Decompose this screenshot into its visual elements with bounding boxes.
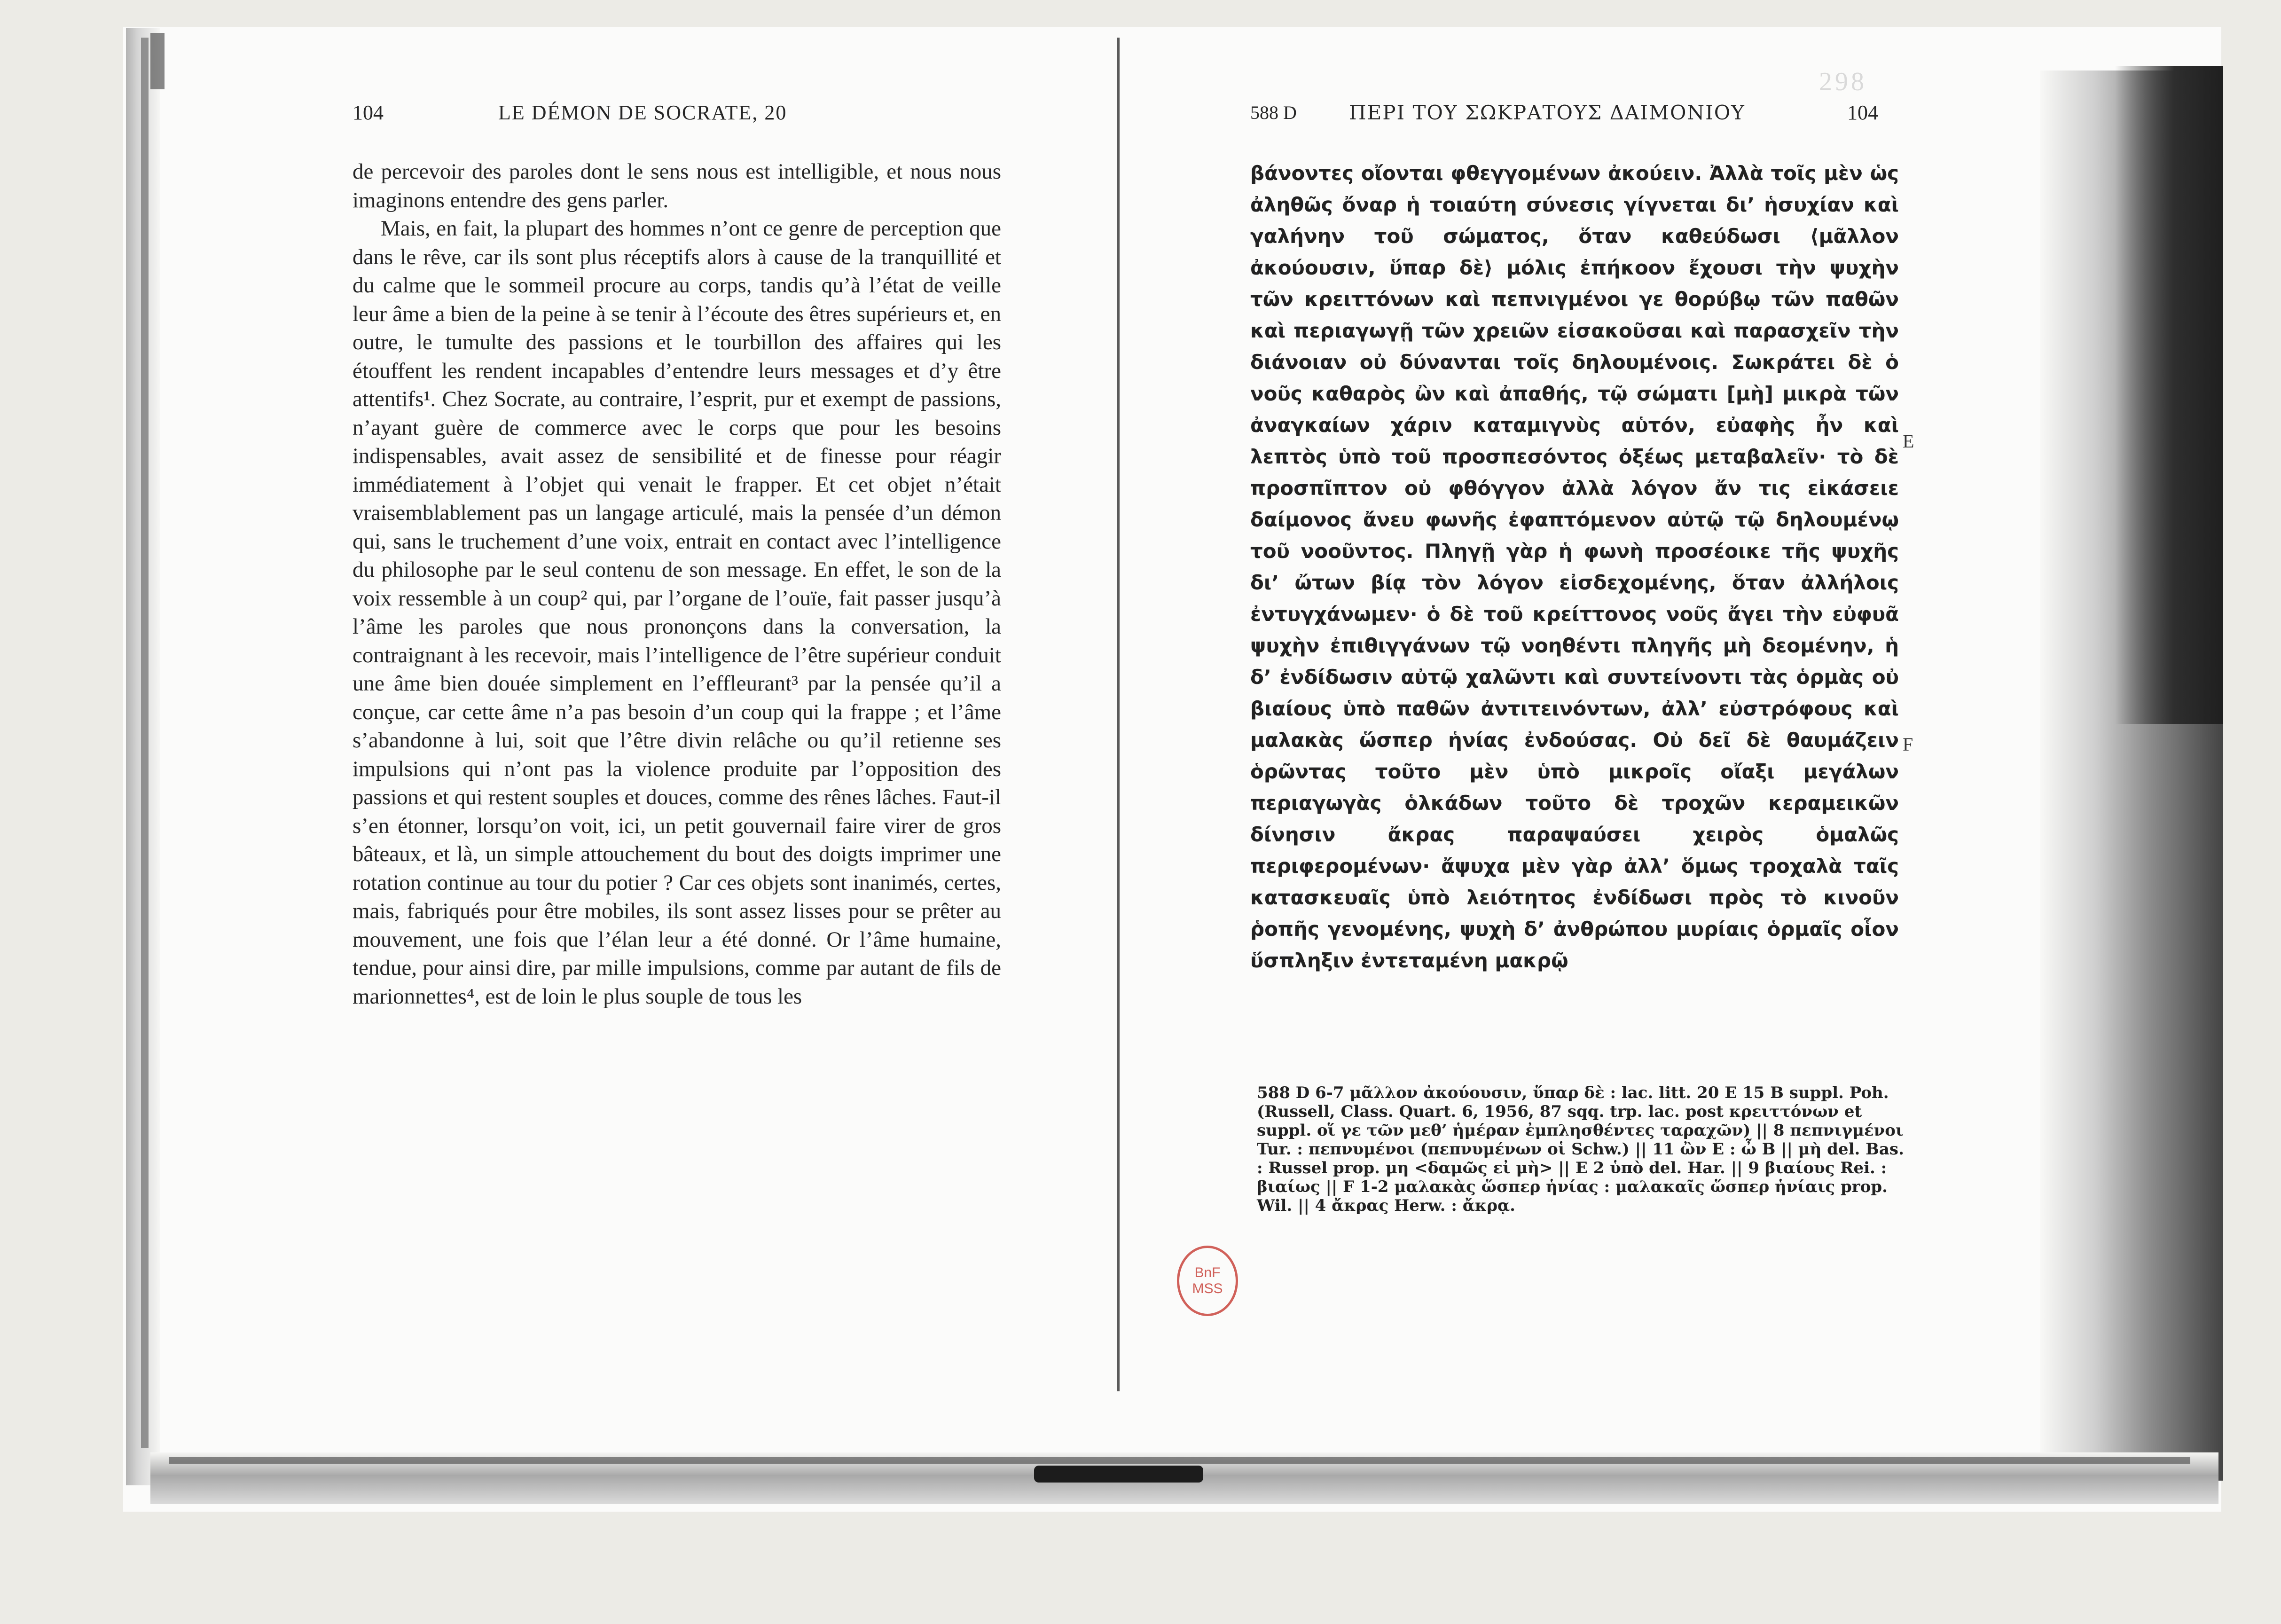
right-page-number: 104 bbox=[1847, 101, 1878, 124]
bottom-edge-line bbox=[169, 1457, 2190, 1464]
right-page-stack bbox=[2115, 66, 2223, 724]
scan-mark bbox=[150, 33, 165, 89]
section-reference: 588 D bbox=[1250, 102, 1297, 123]
paragraph: Mais, en fait, la plupart des hommes n’ont ce genre de perception que dans le rêve, car ils sont plus réceptifs alors à cause de la tranquillité et du calme que le sommeil procure au corps, tandis qu’à l’état de veille leur âme a bien de la peine à se tenir à l’écoute des êtres supérieurs et, en outre, le tumulte des passions et le tourbillon des affaires qui les étouffent les rendent incapables d’entendre leurs messages et d’y être attentifs¹. Chez Socrate, au contraire, l’esprit, pur et exempt de passions, n’ayant guère de commerce avec le corps que pour les besoins indispensables, avait assez de sensibilité et de finesse pour réagir immédiatement à l’objet qui venait le frapper. Et cet objet n’était vraisemblablement pas un langage articulé, mais la pensée d’un démon qui, sans le truchement d’une voix, entrait en contact avec l’intelligence du philosophe par le seul contenu de son message. En effet, le son de la voix ressemble à un coup² qui, par l’organe de l’ouïe, fait passer jusqu’à l’âme les paroles que nous prononçons dans la conversation, la contraignant à les recevoir, mais l’intelligence de l’être supérieur conduit une âme bien douée simplement en l’effleurant³ par la pensée qu’il a conçue, car cette âme n’a pas besoin d’un coup qui la frappe ; et l’âme s’abandonne à lui, soit que l’être divin relâche ou qu’il retienne ses impulsions qui n’ont pas la violence produite par l’opposition des passions et qui restent souples et douces, comme des rênes lâches. Faut-il s’en étonner, lorsqu’on voit, ici, un petit gouvernail faire virer de gros bâteaux, et là, un simple attouchement du bout des doigts imprimer une rotation continue au tour du potier ? Car ces objets sont inanimés, certes, mais, fabriqués pour être mobiles, ils sont assez lisses pour se prêter au mouvement, une fois que l’élan leur a été donné. Or l’âme humaine, tendue, pour ainsi dire, par mille impulsions, comme par autant de fils de marionnettes⁴, est de loin le plus souple de tous les bbox=[353, 216, 1001, 1009]
book-gutter bbox=[1117, 38, 1120, 1391]
right-page bbox=[1250, 99, 1899, 972]
right-page-header bbox=[1250, 99, 1899, 127]
greek-text: βάνοντες οἴονται φθεγγομένων ἀκούειν. Ἀλλὰ τοῖς μὲν ὡς ἀληθῶς ὄναρ ἡ τοιαύτη σύνεσις γίγνεται δι’ ἡσυχίαν καὶ γαλήνην τοῦ σώματος, ὅταν καθεύδωσι ⟨μᾶλλον ἀκούουσιν, ὕπαρ δὲ⟩ μόλις ἐπήκοον ἔχουσι τὴν ψυχὴν τῶν κρειττόνων καὶ πεπνιγμένοι γε θορύβῳ τῶν παθῶν καὶ περιαγωγῇ τῶν χρειῶν εἰσακοῦσαι καὶ παρασχεῖν τὴν διάνοιαν οὐ δύνανται τοῖς δηλουμένοις. Σωκράτει δὲ ὁ νοῦς καθαρὸς ὢν καὶ ἀπαθής, τῷ σώματι [μὴ] μικρὰ τῶν ἀναγκαίων χάριν καταμιγνὺς αὑτόν, εὐαφὴς ἦν καὶ λεπτὸς ὑπὸ τοῦ προσπεσόντος ὀξέως μεταβαλεῖν· τὸ δὲ προσπῖπτον οὐ φθόγγον ἀλλὰ λόγον ἄν τις εἰκάσειε δαίμονος ἄνευ φωνῆς ἐφαπτόμενον αὐτῷ τῷ δηλουμένῳ τοῦ νοοῦντος. Πληγῇ γὰρ ἡ φωνὴ προσέοικε τῆς ψυχῆς δι’ ὤτων βίᾳ τὸν λόγον εἰσδεχομένης, ὅταν ἀλλήλοις ἐντυγχάνωμεν· ὁ δὲ τοῦ κρείττονος νοῦς ἄγει τὴν εὐφυᾶ ψυχὴν ἐπιθιγγάνων τῷ νοηθέντι πληγῆς μὴ δεομένην, ἡ δ’ ἐνδίδωσιν αὐτῷ χαλῶντι καὶ συντείνοντι τὰς ὁρμὰς οὐ βιαίους ὑπὸ παθῶν ἀντιτεινόντων, ἀλλ’ εὐστρόφους καὶ μαλακὰς ὥσπερ ἡνίας ἐνδούσας. Οὐ δεῖ δὲ θαυμάζειν ὁρῶντας τοῦτο μὲν ὑπὸ μικροῖς οἴαξι μεγάλων περιαγωγὰς ὁλκάδων τοῦτο δὲ τροχῶν κεραμεικῶν δίνησιν ἄκρας παραψαύσει χειρὸς ὁμαλῶς περιφερομένων· ἄψυχα μὲν γὰρ ἀλλ’ ὅμως τροχαλὰ ταῖς κατασκευαῖς ὑπὸ λειότητος ἐνδίδωσι πρὸς τὸ κινοῦν ῥοπῆς γενομένης, ψυχὴ δ’ ἀνθρώπου μυρίαις ὁρμαῖς οἷον ὕσπληξιν ἐντεταμένη μακρῷ bbox=[1250, 162, 1899, 972]
left-page bbox=[353, 99, 1001, 1009]
folio-number: 298 bbox=[1819, 67, 1867, 96]
library-stamp bbox=[1177, 1246, 1238, 1316]
left-running-title: LE DÉMON DE SOCRATE, 20 bbox=[498, 101, 787, 124]
margin-letter-f: F bbox=[1903, 734, 1913, 755]
stamp-line: MSS bbox=[1192, 1281, 1223, 1296]
greek-running-title: ΠΕΡΙ ΤΟΥ ΣΩΚΡΑΤΟΥΣ ΔΑΙΜΟΝΙΟΥ bbox=[1349, 101, 1745, 124]
stamp-line: BnF bbox=[1194, 1265, 1221, 1280]
left-page-number: 104 bbox=[353, 101, 384, 124]
paragraph: de percevoir des paroles dont le sens nous est intelligible, et nous nous imaginons entendre des gens parler. bbox=[353, 159, 1001, 212]
spine-mark bbox=[1034, 1466, 1203, 1483]
critical-apparatus: 588 D 6-7 μᾶλλον ἀκούουσιν, ὕπαρ δὲ : lac. litt. 20 E 15 B suppl. Poh. (Russell, Class. Quart. 6, 1956, 87 sqq. trp. lac. post κρειττόνων et suppl. οἵ γε τῶν μεθ’ ἡμέραν ἐμπλησθέντες ταραχῶν) || 8 πεπνιγμένοι Tur. : πεπνυμένοι (πεπνυμένων οἱ Schw.) || 11 ὢν E : ὦ B || μὴ del. Bas. : Russel prop. μη <δαμῶς εἰ μὴ> || E 2 ὑπὸ del. Har. || 9 βιαίους Rei. : βιαίως || F 1-2 μαλακὰς ὥσπερ ἡνίας : μαλακαῖς ὥσπερ ἡνίαις prop. Wil. || 4 ἄκρας Herw. : ἄκρᾳ. bbox=[1257, 1083, 1904, 1215]
margin-letter-e: E bbox=[1903, 431, 1914, 452]
left-binding-edge bbox=[141, 38, 149, 1448]
french-translation bbox=[353, 157, 1001, 1011]
left-page-header bbox=[353, 99, 1001, 127]
